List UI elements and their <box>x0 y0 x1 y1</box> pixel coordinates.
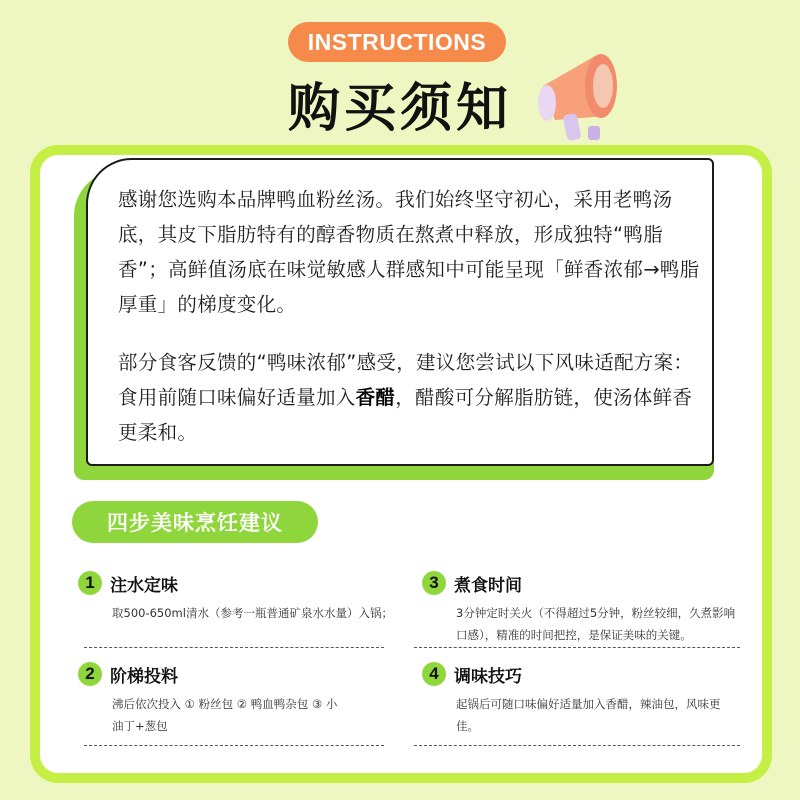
page-title: 购买须知 <box>287 79 512 139</box>
step-number: 1 <box>78 571 102 595</box>
step-title: 煮食时间 <box>454 575 522 596</box>
step-1 <box>78 570 398 624</box>
divider <box>414 647 740 648</box>
section-title: 四步美味烹饪建议 <box>72 501 318 543</box>
instructions-badge: INSTRUCTIONS <box>288 22 506 62</box>
step-3 <box>422 570 742 646</box>
divider <box>84 745 384 746</box>
step-description: 起锅后可随口味偏好适量加入香醋，辣油包，风味更佳。 <box>456 697 721 733</box>
intro-card <box>86 158 714 466</box>
step-title: 调味技巧 <box>454 666 522 687</box>
step-description: 沸后依次投入 ① 粉丝包 ② 鸭血鸭杂包 ③ 小油丁+葱包 <box>112 697 338 733</box>
step-2 <box>78 661 398 737</box>
step-number: 2 <box>78 662 102 686</box>
step-number: 3 <box>422 571 446 595</box>
step-number: 4 <box>422 662 446 686</box>
step-4 <box>422 661 742 737</box>
intro-paragraph-1: 感谢您选购本品牌鸭血粉丝汤。我们始终坚守初心，采用老鸭汤底，其皮下脂肪特有的醇香物质在熬煮中释放，形成独特“鸭脂香”；高鲜值汤底在味觉敏感人群感知中可能呈现「鲜香浓郁→鸭脂厚重」的梯度变化。 <box>118 188 700 316</box>
highlight-vinegar: 香醋 <box>355 386 396 409</box>
megaphone-icon <box>525 38 635 148</box>
step-description: 取500-650ml清水（参考一瓶普通矿泉水水量）入锅； <box>112 606 393 620</box>
step-title: 阶梯投料 <box>110 666 178 687</box>
intro-paragraph-2: 部分食客反馈的“鸭味浓郁”感受，建议您尝试以下风味适配方案：食用前随口味偏好适量加入香醋，醋酸可分解脂肪链，使汤体鲜香更柔和。 <box>118 351 694 444</box>
step-title: 注水定味 <box>110 575 178 596</box>
step-description: 3分钟定时关火（不得超过5分钟，粉丝较细，久煮影响口感），精准的时间把控，是保证美味的关键。 <box>456 606 736 642</box>
divider <box>414 745 740 746</box>
divider <box>84 647 384 648</box>
